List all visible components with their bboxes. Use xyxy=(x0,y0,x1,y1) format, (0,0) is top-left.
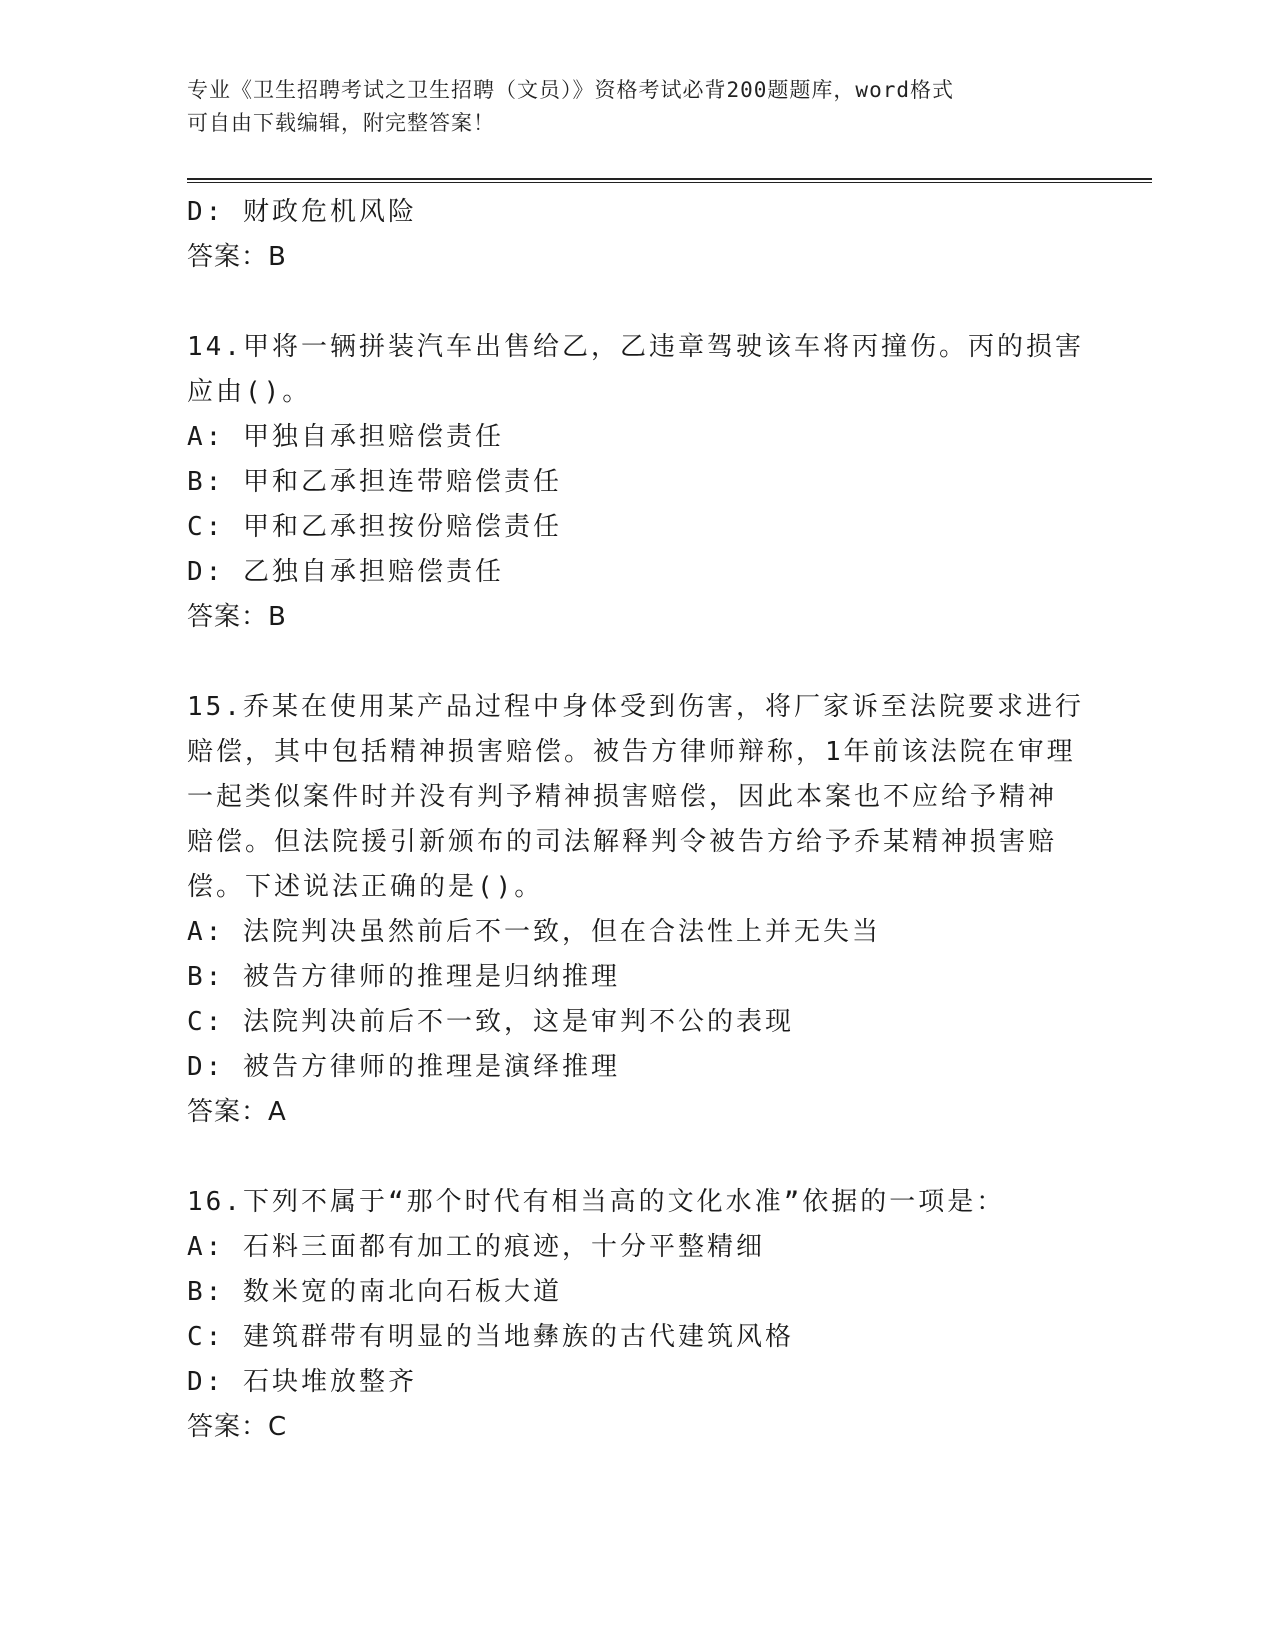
spacer xyxy=(187,280,1087,325)
question-text-line: 一起类似案件时并没有判予精神损害赔偿，因此本案也不应给予精神 xyxy=(187,782,1058,812)
option-b: B: 被告方律师的推理是归纳推理 xyxy=(187,962,620,992)
question-text-line: 赔偿。但法院援引新颁布的司法解释判令被告方给予乔某精神损害赔 xyxy=(187,827,1058,857)
header-divider xyxy=(187,178,1152,183)
option-d: D: 被告方律师的推理是演绎推理 xyxy=(187,1052,620,1082)
option-d: D: 财政危机风险 xyxy=(187,197,417,227)
option-b: B: 甲和乙承担连带赔偿责任 xyxy=(187,467,562,497)
option-b: B: 数米宽的南北向石板大道 xyxy=(187,1277,562,1307)
question-14 xyxy=(187,325,1087,640)
option-a: A: 法院判决虽然前后不一致，但在合法性上并无失当 xyxy=(187,917,881,947)
question-text-line: 16.下列不属于“那个时代有相当高的文化水准”依据的一项是： xyxy=(187,1187,1006,1217)
option-a: A: 石料三面都有加工的痕迹，十分平整精细 xyxy=(187,1232,765,1262)
answer-text: 答案：A xyxy=(187,1097,287,1127)
header-line-2: 可自由下载编辑，附完整答案！ xyxy=(187,111,495,135)
answer-text: 答案：B xyxy=(187,242,287,272)
question-text-line: 14.甲将一辆拼装汽车出售给乙，乙违章驾驶该车将丙撞伤。丙的损害 xyxy=(187,332,1084,362)
question-15 xyxy=(187,685,1087,1135)
question-13-tail xyxy=(187,190,1087,280)
option-c: C: 法院判决前后不一致，这是审判不公的表现 xyxy=(187,1007,794,1037)
page-header xyxy=(187,74,1067,140)
question-content xyxy=(187,190,1087,1450)
spacer xyxy=(187,1135,1087,1180)
option-d: D: 乙独自承担赔偿责任 xyxy=(187,557,504,587)
question-text-line: 赔偿，其中包括精神损害赔偿。被告方律师辩称，1年前该法院在审理 xyxy=(187,737,1076,767)
answer-text: 答案：C xyxy=(187,1412,288,1442)
header-line-1: 专业《卫生招聘考试之卫生招聘（文员）》资格考试必背200题题库，word格式 xyxy=(187,78,954,102)
option-c: C: 甲和乙承担按份赔偿责任 xyxy=(187,512,562,542)
option-d: D: 石块堆放整齐 xyxy=(187,1367,417,1397)
spacer xyxy=(187,640,1087,685)
question-text-line: 15.乔某在使用某产品过程中身体受到伤害，将厂家诉至法院要求进行 xyxy=(187,692,1084,722)
option-c: C: 建筑群带有明显的当地彝族的古代建筑风格 xyxy=(187,1322,794,1352)
question-16 xyxy=(187,1180,1087,1450)
option-a: A: 甲独自承担赔偿责任 xyxy=(187,422,504,452)
question-text-line: 应由()。 xyxy=(187,377,312,407)
answer-text: 答案：B xyxy=(187,602,287,632)
question-text-line: 偿。下述说法正确的是()。 xyxy=(187,872,544,902)
